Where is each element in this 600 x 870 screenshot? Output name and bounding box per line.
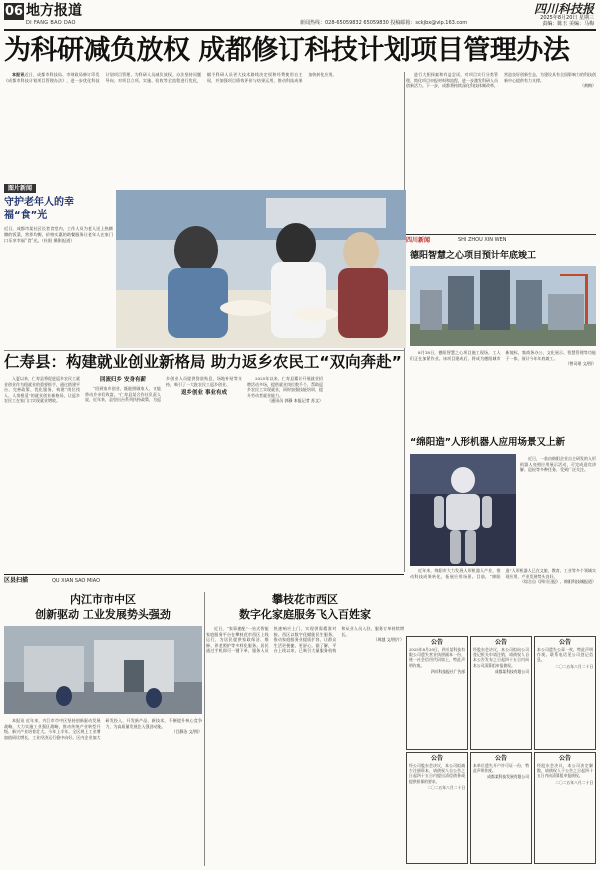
editors-line: 责编：陈玉 美编：马梅 (542, 21, 594, 27)
photo-news-title: 守护老年人的幸福“食”光 (4, 197, 74, 221)
paper-logo: 四川科技报 (533, 2, 594, 16)
region-scan-bar (4, 574, 404, 586)
notice-body: 本单位遗失开户许可证一份，特此声明作废。 (473, 763, 529, 774)
right-top-story (406, 72, 596, 232)
notice-body: 2025年8月20日，四川某科技有限公司遗失营业执照副本一份，统一社会信用代码如上，特此声明作废。 (409, 647, 465, 668)
renshou-subhead: 返乡创业 事业有成 (181, 390, 227, 397)
panzhihua-body: 近日，“家事速配”一站式智能家庭服务平台在攀枝花市西区上线运行，为居民提供家政保洁、维修、养老照护等多样化服务。居民通过手机即可一键下单，服务人员快速响应上门，实现供需精准对接。西区以数字化赋能民生服务，推动家庭服务业提质扩容，让群众生活更便捷、更舒心。据了解，平台上线以来，已吸引大量服务机构和从业人员入驻，服务订单持续增长。 (206, 626, 404, 654)
robot-side-story (520, 456, 596, 564)
panzhihua-byline: （周越 文/图片） (373, 637, 404, 643)
renshou-headline: 仁寿县：构建就业创业新格局 助力返乡农民工“双向奔赴” (4, 353, 402, 371)
section-divider (4, 350, 404, 351)
notice-box (406, 636, 468, 750)
region-scan-pinyin: QU XIAN SAO MIAO (52, 578, 101, 584)
renshou-col3: 2025年以来，仁寿县累计开展就业招聘活动多场，提供就业岗位数千个，帮助返乡农民工实现就业，同时加强技能培训，提升劳动者就业能力。 (247, 376, 323, 398)
notice-body: 经股东会决议，本公司拟向公司登记机关申请注销，请债权人自本公告发布之日起四十五日内向本公司清算组申报债权。 (473, 647, 529, 668)
notice-box (534, 752, 596, 864)
photo-news-caption: 近日，成都市某社区长者食堂内，工作人员为老人送上热腾腾的饭菜，营养均衡、价格实惠的助餐服务让老年人在家门口乐享幸福“食”光。（杜阳 摄影报道） (4, 226, 113, 243)
deyang-byline: （曾司瑶 文/图） (565, 361, 596, 367)
sichuan-news-label: 四川新闻 (406, 237, 431, 244)
neijiang-factory-photo (4, 626, 202, 714)
neijiang-body: 本报讯 近年来，内江市市中区坚持创新驱动发展战略，大力实施工业强区战略，推动传统产业转型升级、新兴产业培育壮大。今年上半年，全区规上工业增加值同比增长，工业经济运行稳中向好。区内企业加大研发投入，开发新产品、新技术，不断提升核心竞争力，为高质量发展注入强劲动能。 (4, 718, 202, 740)
notice-box (470, 752, 532, 864)
deyang-body: 8月18日，德阳智慧之心项目施工现场，工人们正在加紧作业。该项目建成后，将成为德阳城市新地标，集商务办公、文化展示、智慧管理等功能于一体，预计今年年底竣工。 (410, 350, 596, 361)
notice-body: 经股东会决议，本公司决定解散，请债权人于公告之日起四十五日内向清算组申报债权。 (537, 763, 593, 779)
mianyang-byline: （综合自《四川日报》、绵阳科技城报道） (520, 579, 596, 585)
notice-title: 公告 (494, 755, 507, 762)
notice-title: 公告 (494, 639, 507, 646)
neijiang-story (4, 718, 202, 866)
photo-news-label: 图片新闻 (4, 184, 36, 193)
notice-body: 本公司遗失公章一枚，特此声明作废。联系电话见公司登记信息。 (537, 647, 593, 663)
notice-box (534, 636, 596, 750)
top-story-body: 近日，成都市科技局、市财政局修订印发《成都市科技计划项目管理办法》，进一步优化科技计划项目管理，为科研人员减负放权。办法坚持问题导向，对项目立项、实施、验收等全流程进行优化，赋予科研人员更大技术路线决定权和经费使用自主权，并加强项目绩效评价与结果运用，推动科技成果加快转化应用。 (4, 72, 337, 83)
right-top-byline: （黄梅） (580, 83, 596, 89)
contact-line: 新闻热线：028-65059832 65059830 投稿邮箱：sckjbx@vip.163.com (300, 20, 468, 26)
notices-area (406, 636, 596, 866)
notice-title: 公告 (558, 755, 571, 762)
panzhihua-story (206, 626, 404, 866)
page-number: 06 (4, 4, 24, 19)
renshou-col2: “回到家乡创业，既能照顾家人，又能带动乡亲们致富。”仁寿县某合作社负责人说，近年来，县里出台系列扶持政策，为返乡创业人员提供贷款贴息、场地补贴等支持，吸引了一大批农民工返乡创业。 (85, 376, 242, 403)
issue-date: 2025年8月20日 星期三 (540, 15, 594, 21)
top-story (4, 72, 404, 182)
humanoid-robot-photo (410, 454, 516, 566)
notice-title: 公告 (430, 755, 443, 762)
deyang-title: 德阳智慧之心项目预计年底竣工 (410, 251, 537, 261)
notice-title: 公告 (430, 639, 443, 646)
notice-title: 公告 (558, 639, 571, 646)
neijiang-title: 内江市市中区 创新驱动 工业发展势头强劲 (35, 593, 171, 621)
robot-side-body: 近日，一款由绵阳企业自主研发的人形机器人亮相应用展示活动，可完成迎宾讲解、巡检等多种任务，受到广泛关注。 (520, 456, 596, 473)
top-rule (4, 29, 596, 31)
mianyang-story (410, 568, 596, 632)
right-top-body: 进行大胆探索和有益尝试，对项目实行分类管理，简化项目申报材料和流程，进一步激发科研人员创新活力。下一步，成都将持续深化科技体制改革，营造良好创新生态，为建设具有全国影响力的科技创新中心提供有力支撑。 (406, 72, 596, 89)
renshou-story (4, 376, 404, 556)
notice-sign: 二〇二五年八月二十日 (555, 663, 593, 669)
main-headline: 为科研减负放权 成都修订科技计划项目管理办法 (4, 35, 570, 66)
renshou-col1: 入夏以来，仁寿县将促进返乡农民工就业创业作为稳就业的重要抓手，通过搭建平台、完善政策、优化服务，构建“岗位找人、人岗相适”的就业创业新格局，让返乡农民工在家门口实现就业增收。 (4, 376, 80, 404)
notice-sign: 四川科技报社广告部 (430, 668, 465, 674)
deyang-building-photo (410, 266, 596, 346)
notice-box (406, 752, 468, 864)
neijiang-byline: （吕静洁 文/图） (171, 729, 202, 735)
elderly-canteen-photo (116, 190, 406, 348)
notice-body: 经公司股东会决议，本公司拟减少注册资本，请债权人自公告之日起四十五日内提出清偿债务或提供担保的要求。 (409, 763, 465, 784)
top-story-lead: 本报讯 (12, 72, 25, 77)
notice-sign: 二〇二五年八月二十日 (427, 784, 465, 790)
deyang-story (410, 350, 596, 430)
notice-box (470, 636, 532, 750)
section-name: 地方报道 (26, 3, 82, 19)
section-pinyin: DI FANG BAO DAO (26, 20, 76, 26)
region-scan-label: 区县扫描 (4, 577, 29, 584)
sichuan-news-bar (406, 234, 596, 244)
notice-sign: 成都某科技有限公司 (494, 668, 529, 674)
column-divider (204, 592, 205, 866)
notice-sign: 成都某科技发展有限公司 (487, 774, 529, 780)
sichuan-news-pinyin: SHI ZHOU XIN WEN (458, 237, 507, 243)
renshou-byline: （通讯员 郭静 本报记者 苏文） (267, 398, 323, 404)
masthead (0, 0, 600, 30)
renshou-subhead-left: 回流归乡 安身有薪 (100, 377, 146, 383)
mianyang-body: 近年来，绵阳市大力发展人形机器人产业，推动科技成果转化，拓展应用场景。目前，“绵阳造”人形机器人已在文旅、教育、工业等多个领域实现应用，产业发展势头良好。 (410, 568, 596, 579)
notice-sign: 二〇二五年八月二十日 (555, 779, 593, 785)
panzhihua-title: 攀枝花市西区 数字化家庭服务飞入百姓家 (239, 593, 371, 621)
mianyang-title: “绵阳造”人形机器人应用场景又上新 (410, 437, 565, 448)
